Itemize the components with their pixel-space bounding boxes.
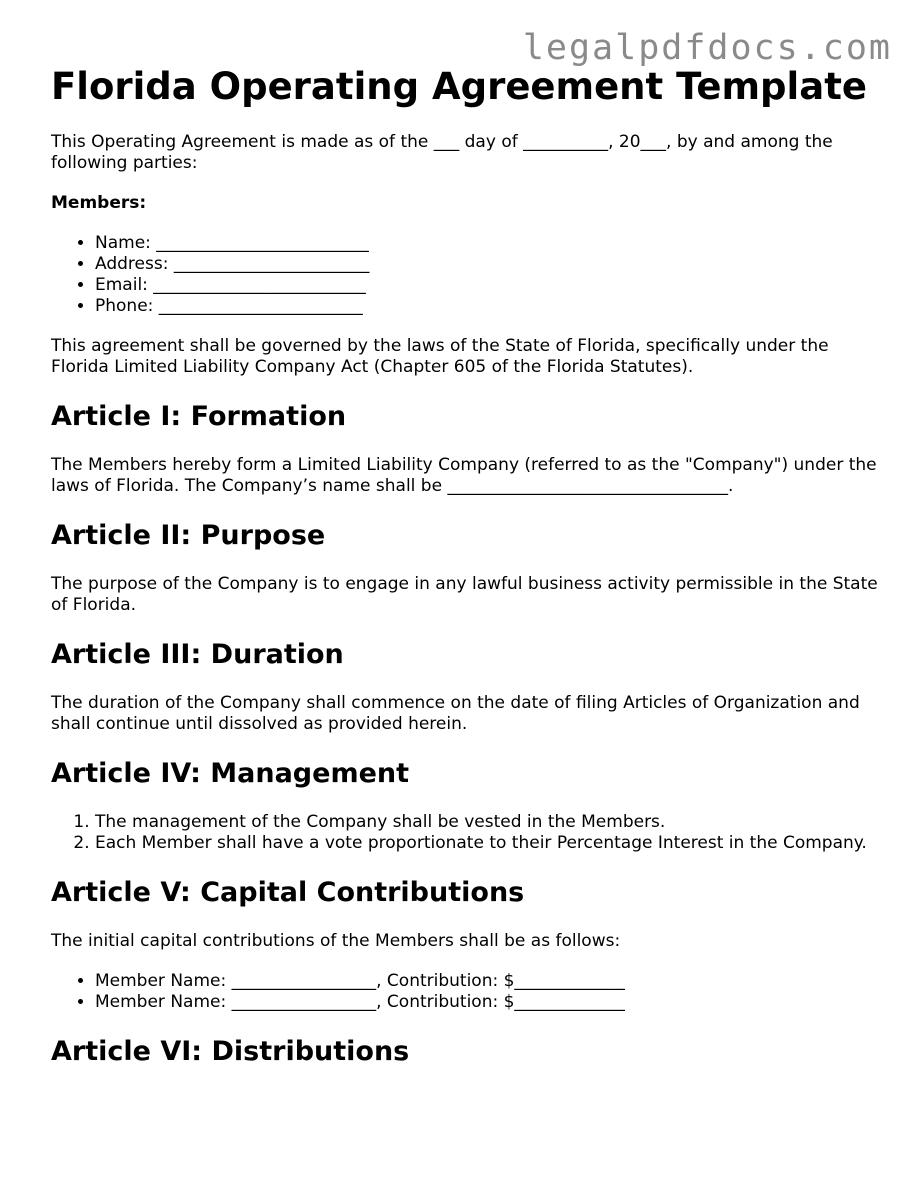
member-fields-list	[51, 233, 881, 317]
member-email-field: • Email: _________________________	[95, 275, 881, 296]
member-address-field: • Address: _______________________	[95, 254, 881, 275]
document-title: Florida Operating Agreement Template	[51, 65, 867, 108]
article-5-heading: Article V: Capital Contributions	[51, 877, 525, 908]
article-6-heading: Article VI: Distributions	[51, 1036, 410, 1067]
members-label: Members:	[51, 193, 147, 213]
contribution-field: • Member Name: _________________, Contribution: $_____________	[95, 992, 881, 1013]
article-1-heading: Article I: Formation	[51, 401, 347, 432]
article-3-heading: Article III: Duration	[51, 639, 344, 670]
watermark: legalpdfdocs.com	[522, 28, 892, 68]
article-3-text: The duration of the Company shall commence on the date of filing Articles of Organization and shall continue until dissolved as provided herein.	[51, 693, 860, 734]
article-2-text: The purpose of the Company is to engage in any lawful business activity permissible in the State of Florida.	[51, 574, 878, 615]
article-4-item: 1. The management of the Company shall be vested in the Members.	[95, 812, 881, 833]
contribution-field: • Member Name: _________________, Contribution: $_____________	[95, 971, 881, 992]
article-1-text: The Members hereby form a Limited Liability Company (referred to as the "Company") under the laws of Florida. The Company’s name shall be _________________________________.	[51, 455, 877, 496]
article-4-heading: Article IV: Management	[51, 758, 410, 789]
member-name-field: • Name: _________________________	[95, 233, 881, 254]
contribution-list	[51, 971, 881, 1013]
article-4-list	[51, 812, 881, 854]
article-4-item: 2. Each Member shall have a vote proportionate to their Percentage Interest in the Company.	[95, 833, 881, 854]
article-2-heading: Article II: Purpose	[51, 520, 326, 551]
article-5-text: The initial capital contributions of the Members shall be as follows:	[51, 931, 621, 951]
intro-paragraph: This Operating Agreement is made as of the ___ day of __________, 20___, by and among the following parties:	[51, 132, 833, 173]
governing-law-paragraph: This agreement shall be governed by the laws of the State of Florida, specifically under the Florida Limited Liability Company Act (Chapter 605 of the Florida Statutes).	[51, 336, 829, 377]
member-phone-field: • Phone: ________________________	[95, 296, 881, 317]
document-page	[51, 64, 881, 1090]
